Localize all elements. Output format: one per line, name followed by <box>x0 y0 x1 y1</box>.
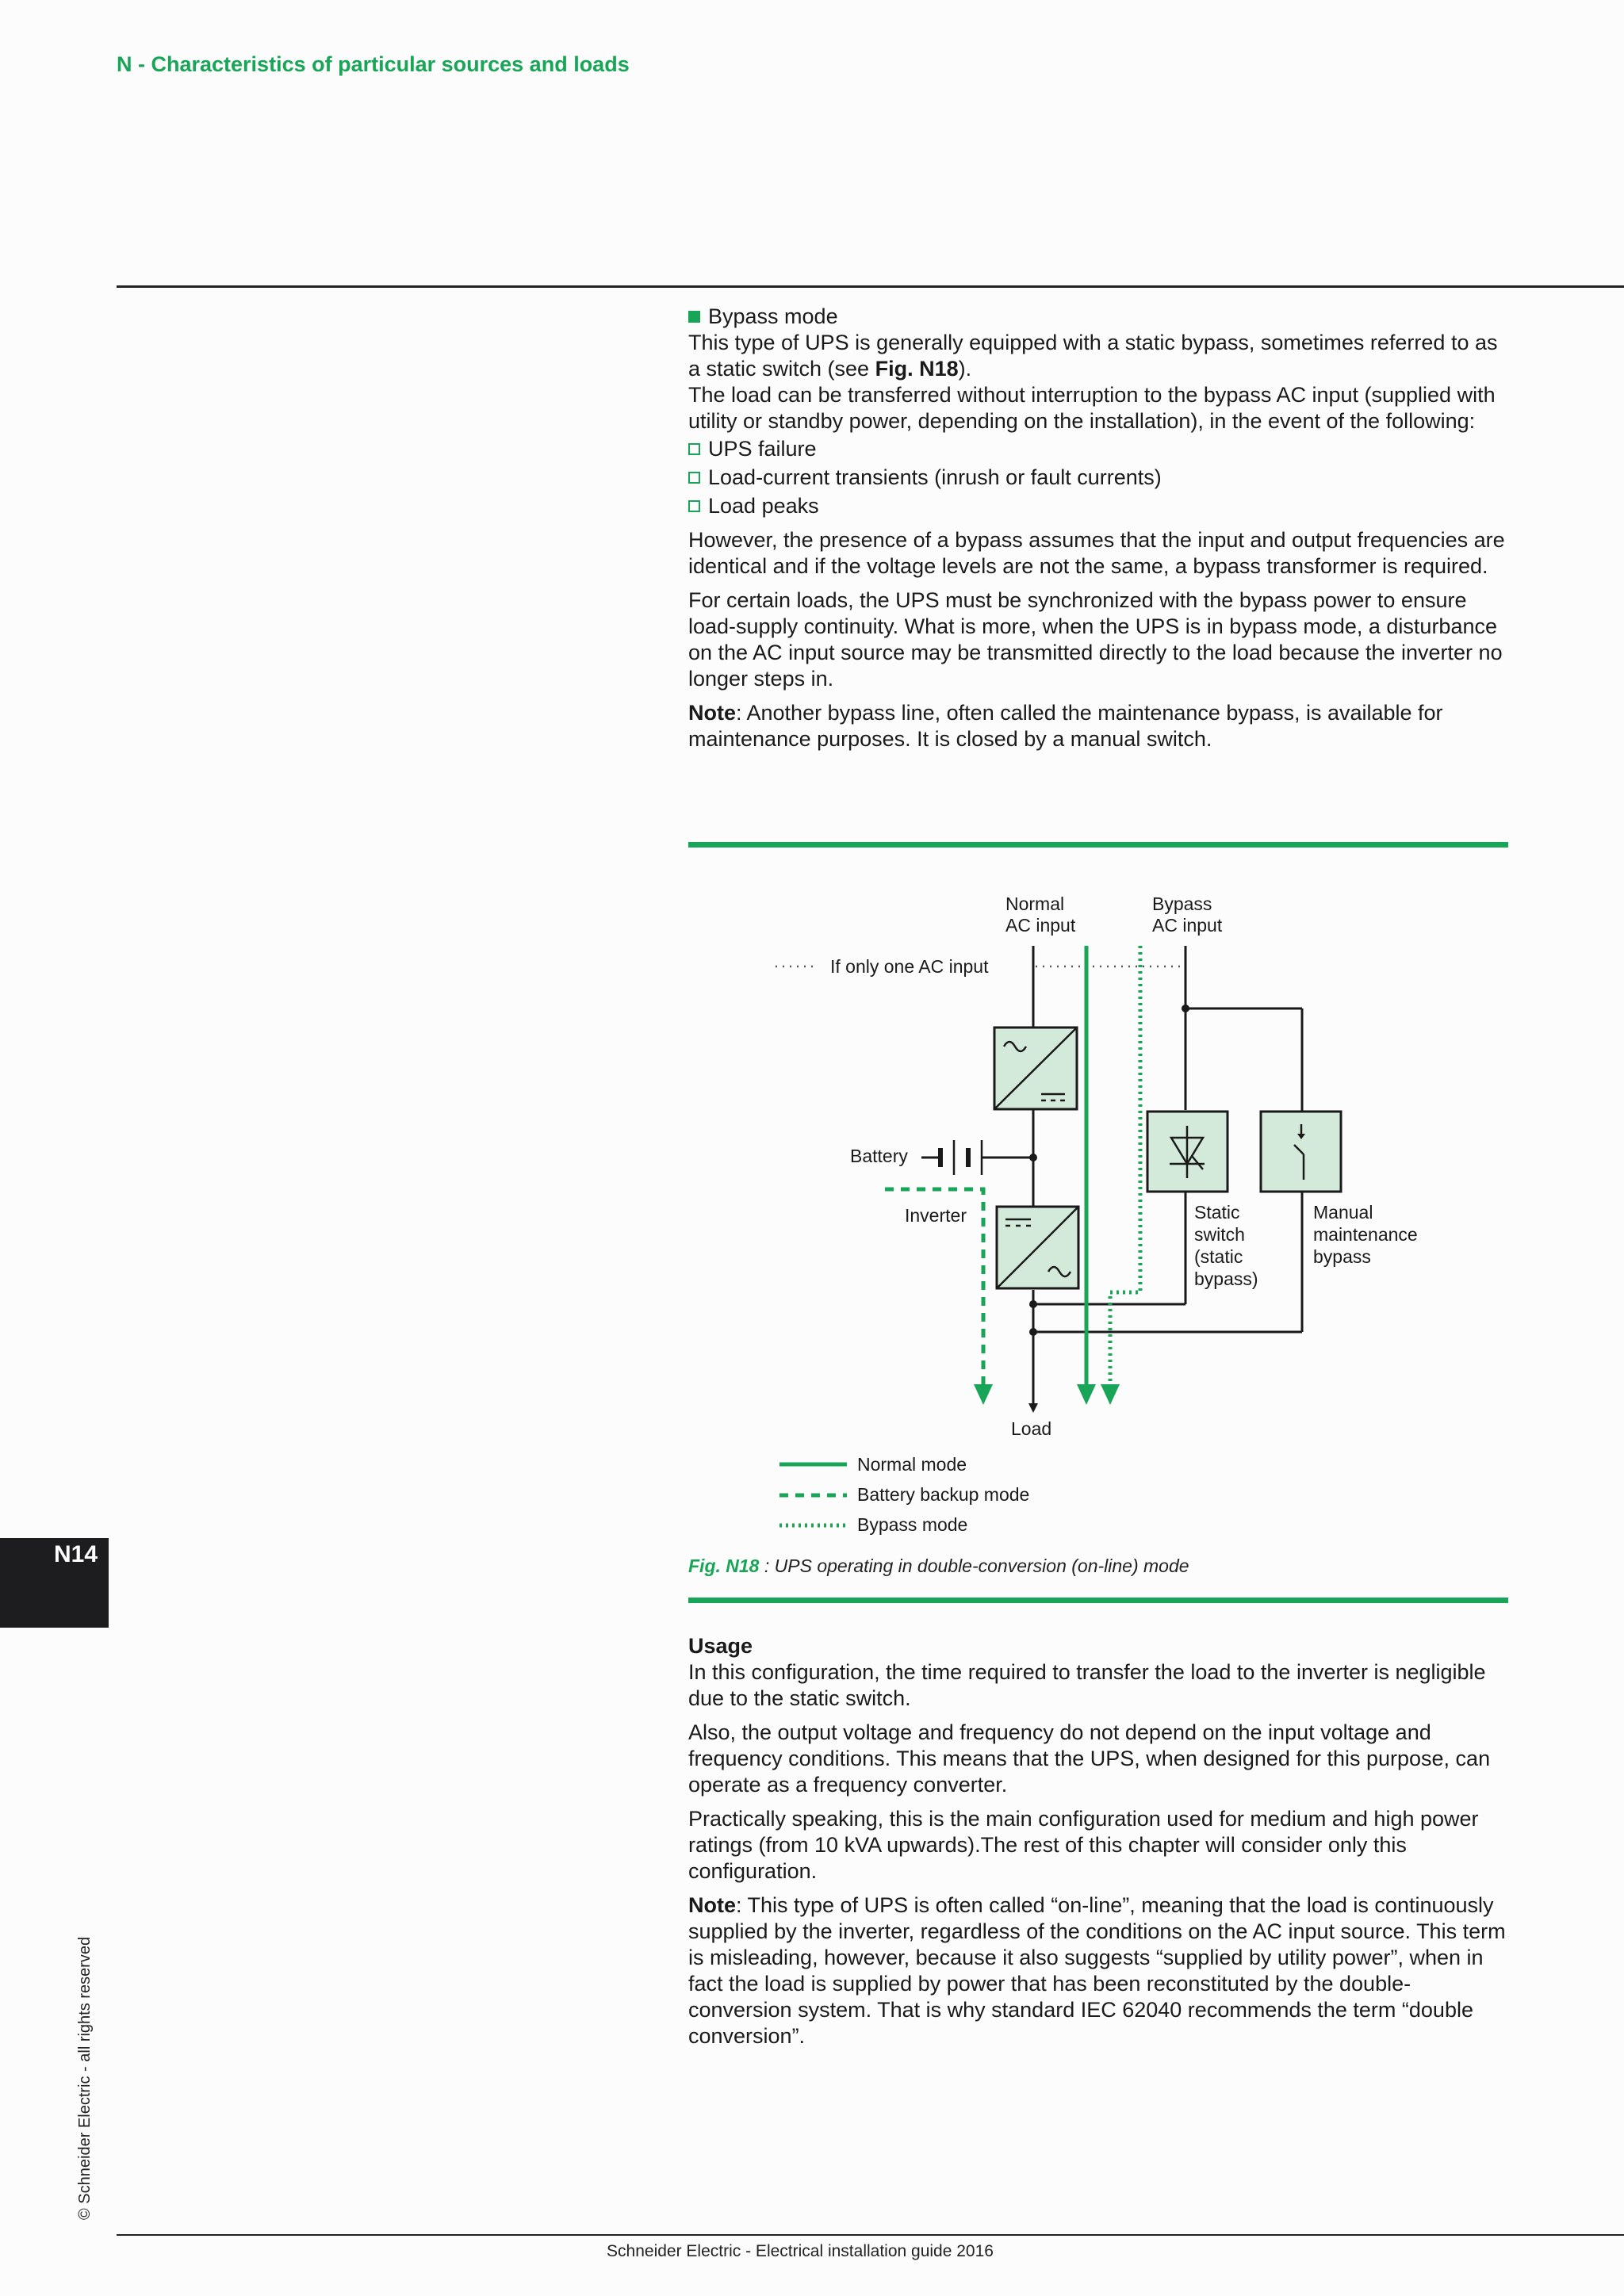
page-footer: Schneider Electric - Electrical installation guide 2016 <box>607 2242 994 2260</box>
section-header: N - Characteristics of particular sources and loads <box>117 52 630 76</box>
figure-bottom-rule <box>688 1598 1508 1603</box>
label-normal-ac-2: AC input <box>1005 915 1076 936</box>
usage-para-3: Practically speaking, this is the main configuration used for medium and high power ratings (from 10 kVA upwards).The rest of this chapter will consider only this configuration. <box>688 1807 1479 1883</box>
legend-battery: Battery backup mode <box>857 1484 1030 1505</box>
figure-caption: Fig. N18 : UPS operating in double-conversion (on-line) mode <box>688 1556 1189 1576</box>
load-arrow-icon <box>1028 1403 1038 1413</box>
usage-para-2: Also, the output voltage and frequency do not depend on the input voltage and frequency conditions. This means that the UPS, when designed for this purpose, can operate as a frequency converter. <box>688 1720 1491 1797</box>
bypass-para-2: The load can be transferred without interruption to the bypass AC input (supplied with utility or standby power, depending on the installation), in the event of the following: <box>688 383 1496 433</box>
label-bypass-ac-2: AC input <box>1152 915 1223 936</box>
bypass-note: Note: Another bypass line, often called the maintenance bypass, is available for maintenance purposes. It is closed by a manual switch. <box>688 701 1443 751</box>
list-item: Load-current transients (inrush or fault currents) <box>688 465 1509 491</box>
label-manual-3: bypass <box>1313 1246 1371 1267</box>
label-inverter: Inverter <box>905 1205 967 1226</box>
normal-mode-arrow-icon <box>1077 1384 1096 1405</box>
label-static-2: switch <box>1194 1224 1245 1245</box>
bypass-heading: Bypass mode <box>688 304 1509 330</box>
label-bypass-ac-1: Bypass <box>1152 894 1212 914</box>
label-one-input: If only one AC input <box>830 956 989 977</box>
bypass-para-1: This type of UPS is generally equipped with a static bypass, sometimes referred to as a static switch (see Fig. N18). <box>688 331 1498 381</box>
bottom-divider <box>117 2234 1624 2236</box>
bypass-para-3: However, the presence of a bypass assumes that the input and output frequencies are identical and if the voltage levels are not the same, a bypass transformer is required. <box>688 528 1505 578</box>
label-battery: Battery <box>850 1146 908 1166</box>
label-static-4: bypass) <box>1194 1269 1258 1289</box>
copyright-notice: © Schneider Electric - all rights reserved <box>76 1936 94 2220</box>
label-manual-1: Manual <box>1313 1202 1373 1223</box>
junction-dot <box>1029 1300 1037 1308</box>
usage-section <box>688 1633 1509 2057</box>
label-static-1: Static <box>1194 1202 1240 1223</box>
usage-para-1: In this configuration, the time required to transfer the load to the inverter is negligible due to the static switch. <box>688 1660 1486 1710</box>
list-item: Load peaks <box>688 493 1509 519</box>
usage-heading: Usage <box>688 1634 753 1658</box>
bypass-para-4: For certain loads, the UPS must be synchronized with the bypass power to ensure load-supply continuity. What is more, when the UPS is in bypass mode, a disturbance on the AC input source may be transmitted directly to the load because the inverter no longer steps in. <box>688 588 1503 691</box>
battery-mode-arrow-icon <box>974 1384 993 1405</box>
junction-dot <box>1029 1154 1037 1161</box>
junction-dot <box>1029 1328 1037 1336</box>
label-static-3: (static <box>1194 1246 1243 1267</box>
label-load: Load <box>1011 1418 1052 1439</box>
list-item: UPS failure <box>688 436 1509 462</box>
legend-normal: Normal mode <box>857 1454 967 1475</box>
label-manual-2: maintenance <box>1313 1224 1418 1245</box>
label-normal-ac-1: Normal <box>1005 894 1065 914</box>
legend-bypass: Bypass mode <box>857 1514 968 1535</box>
page-number-tab: N14 <box>0 1538 109 1628</box>
bypass-mode-path <box>1110 946 1140 1386</box>
bypass-mode-arrow-icon <box>1101 1384 1120 1405</box>
usage-note: Note: This type of UPS is often called “on-line”, meaning that the load is continuously supplied by the inverter, regardless of the conditions on the AC input source. This term is misleading, however, because it also suggests “supplied by utility power”, when in fact the load is supplied by power that has been reconstituted by the double-conversion system. That is why standard IEC 62040 recommends the term “double conversion”. <box>688 1893 1506 2048</box>
